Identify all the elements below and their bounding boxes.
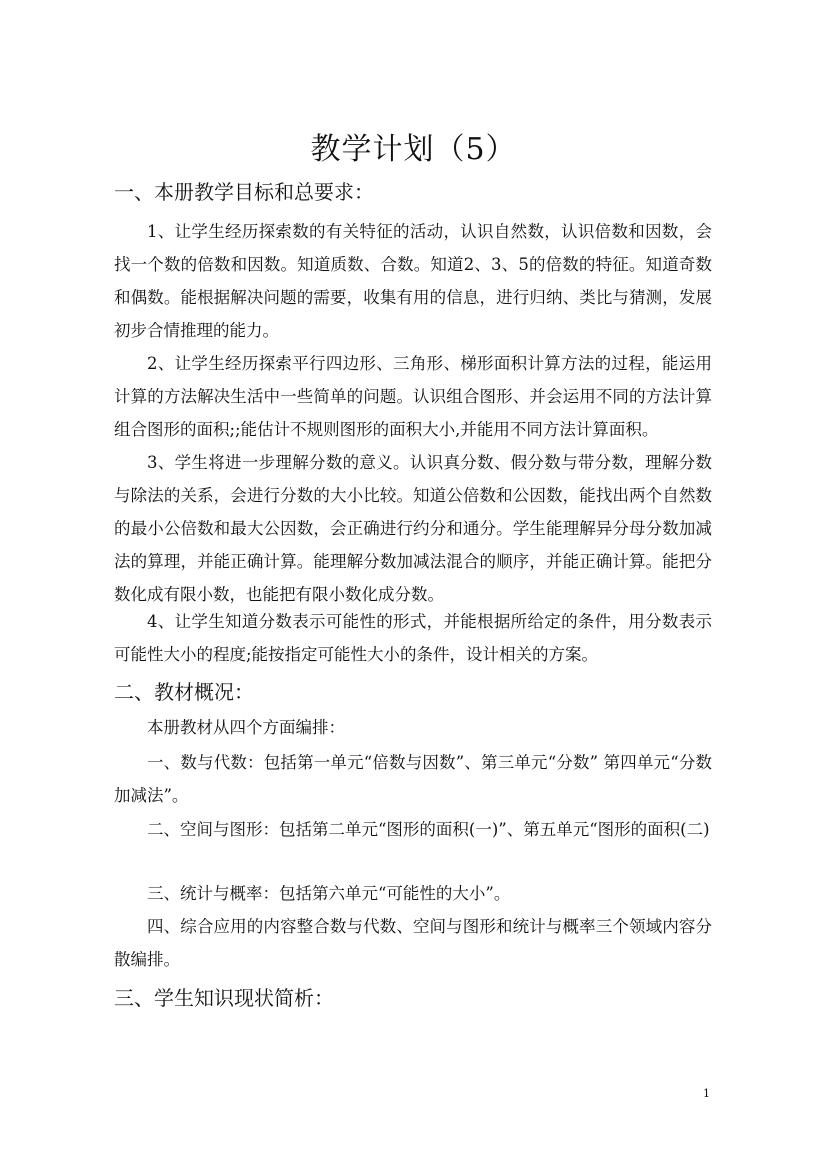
section-heading-goals: 一、本册教学目标和总要求：	[114, 180, 374, 204]
paragraph-goal-4: 4、让学生知道分数表示可能性的形式，并能根据所给定的条件，用分数表示可能性大小的程度;能按指定可能性大小的条件，设计相关的方案。	[114, 612, 712, 664]
paragraph-materials-applied: 四、综合应用的内容整合数与代数、空间与图形和统计与概率三个领域内容分散编排。	[114, 917, 712, 969]
section-heading-students: 三、学生知识现状简析：	[114, 986, 334, 1010]
paragraph-materials-intro: 本册教材从四个方面编排：	[147, 718, 345, 737]
paragraph-goal-2: 2、让学生经历探索平行四边形、三角形、梯形面积计算方法的过程，能运用计算的方法解决生活中一些简单的问题。认识组合图形、并会运用不同的方法计算组合图形的面积;;能估计不规则图形的面积大小,并能用不同方法计算面积。	[114, 354, 712, 439]
paragraph-materials-statistics: 三、统计与概率：包括第六单元“可能性的大小”。	[147, 884, 511, 903]
page-number: 1	[703, 1087, 710, 1100]
paragraph-goal-3: 3、学生将进一步理解分数的意义。认识真分数、假分数与带分数，理解分数与除法的关系，会进行分数的大小比较。知道公倍数和公因数，能找出两个自然数的最小公倍数和最大公因数，会正确进行约分和通分。学生能理解异分母分数加减法的算理，并能正确计算。能理解分数加减法混合的顺序，并能正确计算。能把分数化成有限小数，也能把有限小数化成分数。	[114, 453, 712, 604]
paragraph-materials-shapes: 二、空间与图形：包括第二单元“图形的面积(一)”、第五单元“图形的面积(二)	[147, 820, 710, 839]
section-heading-materials: 二、教材概况：	[114, 680, 254, 704]
paragraph-goal-1: 1、让学生经历探索数的有关特征的活动，认识自然数，认识倍数和因数，会找一个数的倍数和因数。知道质数、合数。知道2、3、5的倍数的特征。知道奇数和偶数。能根据解决问题的需要，收集有用的信息，进行归纳、类比与猜测，发展初步合情推理的能力。	[114, 222, 712, 340]
document-title: 教学计划（5）	[310, 132, 517, 167]
paragraph-materials-numbers: 一、数与代数：包括第一单元“倍数与因数”、第三单元“分数” 第四单元“分数加减法”。	[114, 753, 712, 805]
